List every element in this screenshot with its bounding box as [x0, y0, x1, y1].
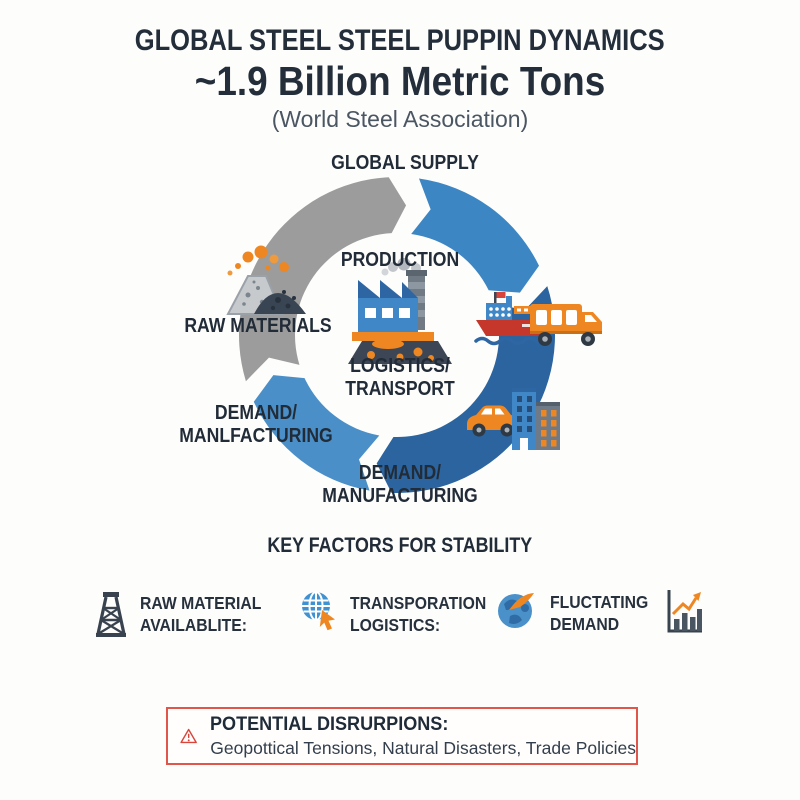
label-line: MANUFACTURING [322, 484, 478, 507]
label-demand-manufacturing-left [179, 402, 333, 447]
factor-label-line: DEMAND [550, 614, 620, 634]
growth-chart-icon [664, 587, 704, 637]
label-logistics-transport [345, 355, 455, 400]
alert-text [210, 714, 636, 759]
factor-fluctuating-demand [496, 589, 659, 635]
label-line: TRANSPORT [345, 377, 455, 400]
label-line: LOGISTICS/ [350, 355, 450, 377]
factor-label-line: FLUCTATING [550, 592, 649, 612]
factor-label-line: RAW MATERIAL [140, 593, 262, 613]
steel-factory-icon [338, 258, 462, 366]
factor-growth-chart [664, 587, 704, 637]
label-raw-materials: RAW MATERIALS [184, 315, 332, 337]
globe-arrow-icon [496, 589, 538, 631]
page-title [0, 24, 800, 58]
globe-cursor-icon [300, 590, 338, 632]
label-line: MANLFACTURING [179, 424, 333, 447]
factor-label-line: TRANSPORATION [350, 593, 487, 613]
source-attribution: (World Steel Association) [271, 106, 529, 132]
factor-raw-material-availability [94, 590, 275, 638]
factor-transportation-logistics [300, 590, 501, 636]
headline-figure-text: ~1.9 Billion Metric Tons [194, 58, 606, 104]
page-title-text: GLOBAL STEEL STEEL PUPPIN DYNAMICS [135, 24, 665, 57]
factor-label-line: AVAILABLITE: [140, 615, 248, 635]
alert-title: POTENTIAL DISRURPIONS: [210, 713, 449, 735]
delivery-truck-icon [528, 296, 606, 350]
headline-figure [0, 58, 800, 104]
factor-label-line: LOGISTICS: [350, 615, 441, 635]
factor-label [140, 590, 261, 636]
warning-triangle-icon [180, 721, 197, 751]
label-line: DEMAND/ [358, 462, 442, 484]
label-production: PRODUCTION [340, 249, 460, 271]
potential-disruptions-box [166, 707, 638, 765]
key-factors-heading-text: KEY FACTORS FOR STABILITY [267, 534, 533, 557]
label-global-supply: GLOBAL SUPPLY [331, 152, 479, 174]
alert-description: Geopottical Tensions, Natural Disasters, Trade Policies [210, 737, 636, 758]
label-line: DEMAND/ [214, 402, 298, 424]
factor-label [550, 589, 648, 635]
label-demand-manufacturing-bottom [322, 462, 477, 507]
mining-derrick-icon [94, 590, 128, 638]
key-factors-heading [0, 534, 800, 558]
factor-label [350, 590, 486, 636]
buildings-icon [506, 386, 564, 452]
